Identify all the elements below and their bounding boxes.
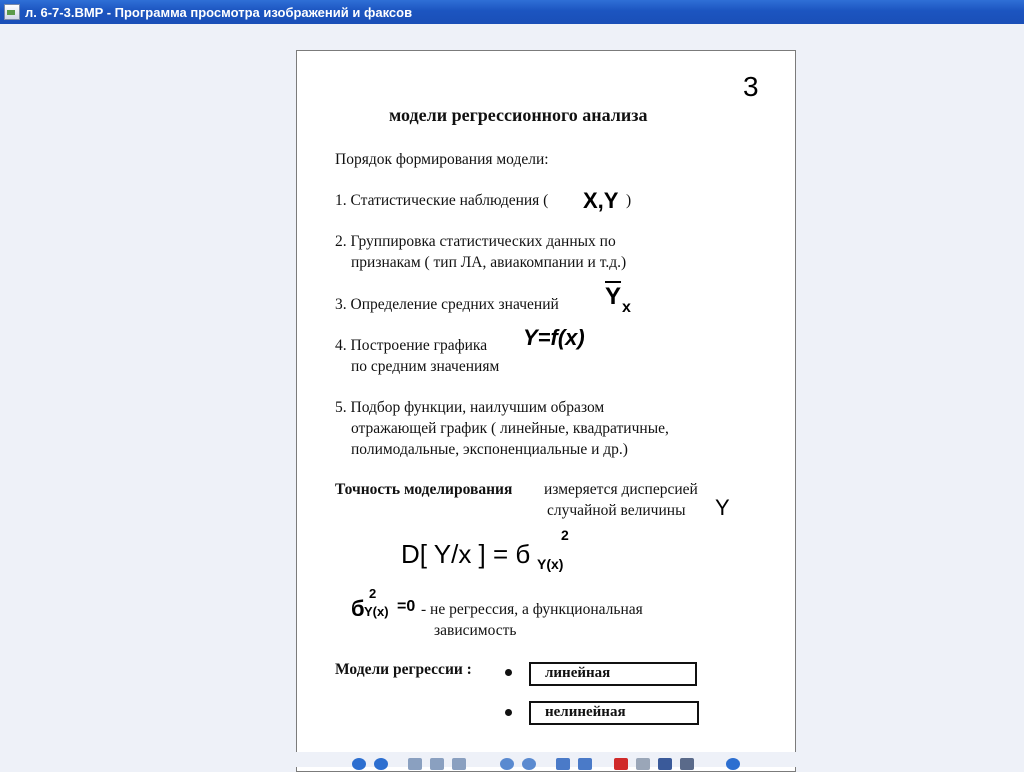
models-label: Модели регрессии : bbox=[335, 661, 472, 678]
item-1-text: 1. Статистические наблюдения ( bbox=[335, 192, 549, 209]
zero-variance-equals: =0 bbox=[397, 598, 416, 615]
item-2-line-2: признакам ( тип ЛА, авиакомпании и т.д.) bbox=[351, 254, 627, 271]
rotate-clockwise-icon[interactable] bbox=[556, 758, 570, 770]
variance-formula-superscript: 2 bbox=[561, 527, 569, 543]
window-titlebar[interactable] bbox=[0, 0, 1024, 24]
item-1-close: ) bbox=[626, 192, 632, 209]
copy-to-icon[interactable] bbox=[658, 758, 672, 770]
variance-formula-subscript: Y(x) bbox=[537, 556, 564, 572]
intro-text: Порядок формирования модели: bbox=[335, 151, 549, 168]
model-linear-box: линейная bbox=[529, 662, 697, 686]
viewer-workarea bbox=[0, 24, 1024, 748]
item-3-handwriting: $\overline{Y}$ bbox=[605, 283, 622, 310]
item-2-line-1: 2. Группировка статистических данных по bbox=[335, 233, 616, 250]
accuracy-rest: измеряется дисперсией bbox=[544, 481, 698, 498]
item-4-line-1: 4. Построение графика bbox=[335, 337, 488, 354]
help-icon[interactable] bbox=[726, 758, 740, 770]
accuracy-line-2: случайной величины bbox=[547, 502, 686, 519]
image-viewer-app-icon bbox=[4, 4, 20, 20]
item-1-handwriting: X,Y bbox=[583, 188, 619, 213]
slideshow-icon[interactable] bbox=[452, 758, 466, 770]
window-title: л. 6-7-3.BMP - Программа просмотра изображений и факсов bbox=[25, 4, 413, 20]
bullet-linear bbox=[505, 669, 512, 676]
zoom-in-icon[interactable] bbox=[500, 758, 514, 770]
print-icon[interactable] bbox=[636, 758, 650, 770]
actual-size-icon[interactable] bbox=[430, 758, 444, 770]
item-5-line-3: полимодальные, экспоненциальные и др.) bbox=[351, 441, 628, 458]
item-4-handwriting: Y=f(x) bbox=[523, 325, 585, 350]
zoom-out-icon[interactable] bbox=[522, 758, 536, 770]
best-fit-icon[interactable] bbox=[408, 758, 422, 770]
zero-variance-handwriting: б bbox=[351, 596, 365, 621]
previous-image-icon[interactable] bbox=[352, 758, 366, 770]
rotate-counterclockwise-icon[interactable] bbox=[578, 758, 592, 770]
bullet-nonlinear bbox=[505, 709, 512, 716]
model-nonlinear-box: нелинейная bbox=[529, 701, 699, 725]
variance-formula: D[ Y/x ] = б bbox=[401, 539, 531, 569]
page-heading: модели регрессионного анализа bbox=[389, 105, 648, 125]
zero-variance-superscript: 2 bbox=[369, 586, 377, 601]
zero-variance-text-2: зависимость bbox=[434, 622, 517, 639]
open-for-editing-icon[interactable] bbox=[680, 758, 694, 770]
next-image-icon[interactable] bbox=[374, 758, 388, 770]
page-number: 3 bbox=[743, 71, 759, 102]
item-3-text: 3. Определение средних значений bbox=[335, 296, 559, 313]
viewer-toolbar bbox=[0, 752, 1024, 767]
zero-variance-subscript: Y(x) bbox=[364, 604, 389, 619]
zero-variance-text-1: - не регрессия, а функциональная bbox=[421, 601, 643, 618]
item-4-line-2: по средним значениям bbox=[351, 358, 500, 375]
document-page bbox=[296, 50, 796, 772]
item-5-line-2: отражающей график ( линейные, квадратичные, bbox=[351, 420, 669, 437]
item-5-line-1: 5. Подбор функции, наилучшим образом bbox=[335, 399, 605, 416]
delete-icon[interactable] bbox=[614, 758, 628, 770]
accuracy-bold: Точность моделирования bbox=[335, 481, 513, 498]
item-3-handwriting-subscript: x bbox=[622, 299, 631, 316]
accuracy-handwriting: Y bbox=[715, 495, 730, 520]
